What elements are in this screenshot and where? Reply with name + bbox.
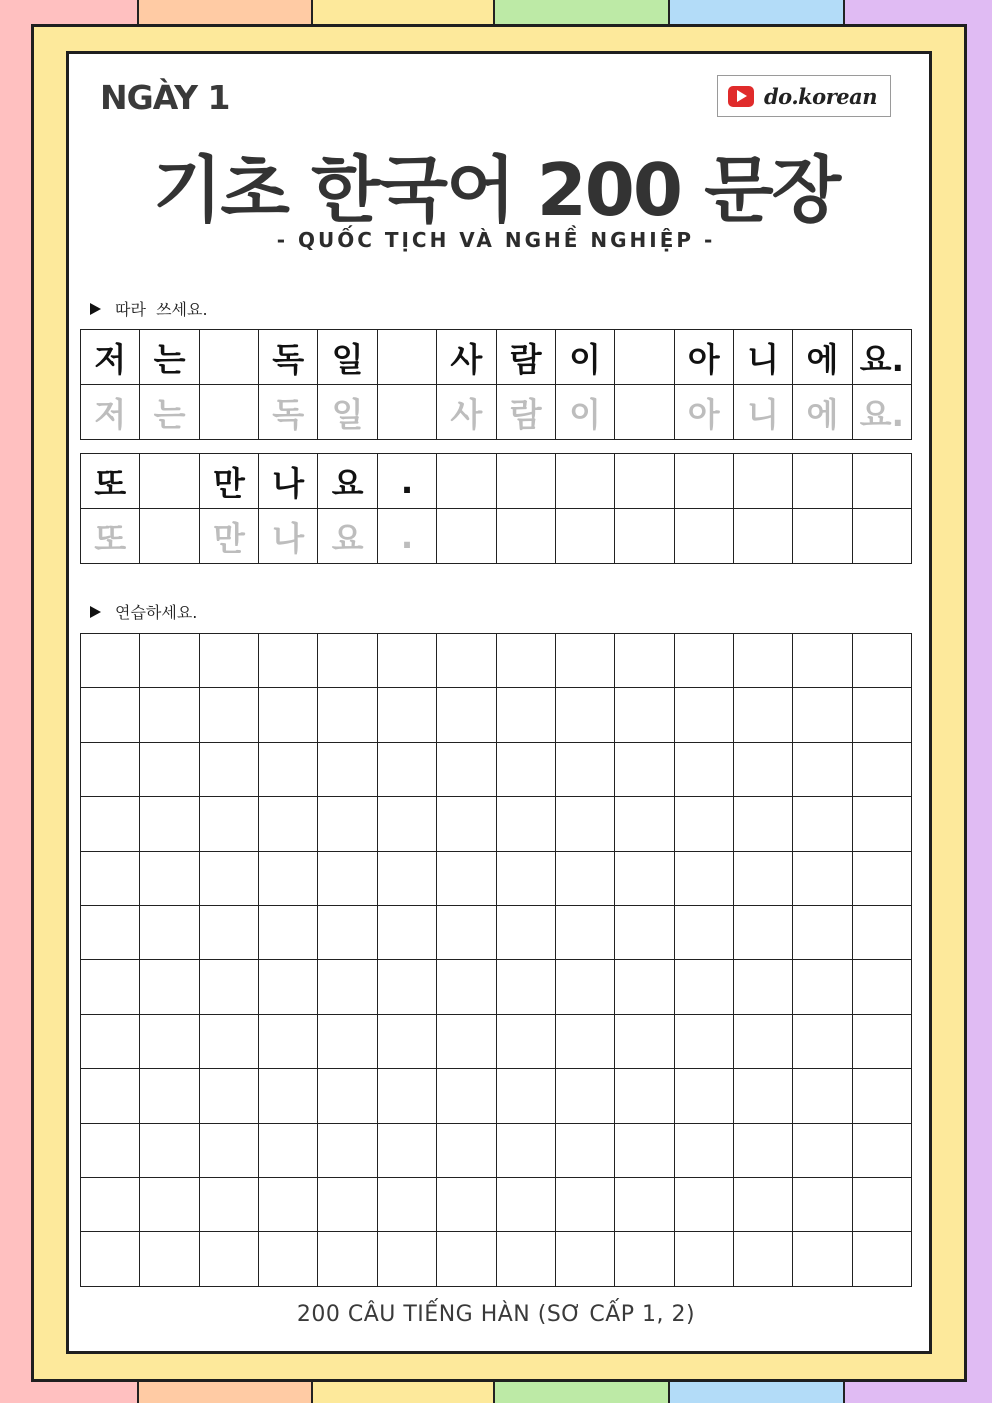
practice-cell[interactable] xyxy=(437,797,496,851)
trace-cell[interactable] xyxy=(853,509,912,564)
practice-cell[interactable] xyxy=(140,743,199,797)
trace-cell[interactable]: 저 xyxy=(81,385,140,440)
page-subtitle: - QUỐC TỊCH VÀ NGHỀ NGHIỆP - xyxy=(276,228,716,252)
trace-cell[interactable]: 나 xyxy=(259,509,318,564)
practice-cell[interactable] xyxy=(853,1178,912,1232)
practice-cell[interactable] xyxy=(259,960,318,1014)
practice-cell[interactable] xyxy=(437,1015,496,1069)
practice-cell[interactable] xyxy=(437,1232,496,1286)
practice-cell[interactable] xyxy=(615,852,674,906)
practice-cell[interactable] xyxy=(615,906,674,960)
example-cell[interactable] xyxy=(556,454,615,509)
practice-cell[interactable] xyxy=(556,1015,615,1069)
trace-cell[interactable]: 에 xyxy=(793,385,852,440)
example-cell[interactable]: 니 xyxy=(734,330,793,385)
trace-cell[interactable]: 독 xyxy=(259,385,318,440)
practice-cell[interactable] xyxy=(437,688,496,742)
trace-cell[interactable]: 사 xyxy=(437,385,496,440)
practice-cell[interactable] xyxy=(734,634,793,688)
practice-cell[interactable] xyxy=(259,1124,318,1178)
practice-grid xyxy=(80,633,912,1287)
practice-cell[interactable] xyxy=(793,960,852,1014)
play-triangle-icon xyxy=(90,606,101,618)
practice-cell[interactable] xyxy=(556,1069,615,1123)
trace-section-label xyxy=(90,297,208,320)
practice-cell[interactable] xyxy=(437,960,496,1014)
practice-cell[interactable] xyxy=(437,852,496,906)
practice-cell[interactable] xyxy=(675,797,734,851)
practice-cell[interactable] xyxy=(556,852,615,906)
practice-cell[interactable] xyxy=(81,960,140,1014)
practice-cell[interactable] xyxy=(81,634,140,688)
practice-cell[interactable] xyxy=(378,1178,437,1232)
practice-cell[interactable] xyxy=(378,634,437,688)
practice-cell[interactable] xyxy=(378,960,437,1014)
practice-cell[interactable] xyxy=(81,1232,140,1286)
practice-cell[interactable] xyxy=(200,852,259,906)
practice-cell[interactable] xyxy=(259,797,318,851)
practice-cell[interactable] xyxy=(318,743,377,797)
practice-cell[interactable] xyxy=(734,688,793,742)
practice-cell[interactable] xyxy=(81,906,140,960)
practice-cell[interactable] xyxy=(497,852,556,906)
practice-cell[interactable] xyxy=(140,1015,199,1069)
practice-cell[interactable] xyxy=(675,852,734,906)
example-cell[interactable] xyxy=(615,454,674,509)
practice-cell[interactable] xyxy=(200,797,259,851)
practice-cell[interactable] xyxy=(200,743,259,797)
practice-cell[interactable] xyxy=(318,1015,377,1069)
trace-cell[interactable]: 요. xyxy=(853,385,912,440)
practice-cell[interactable] xyxy=(675,906,734,960)
practice-cell[interactable] xyxy=(200,1178,259,1232)
example-cell[interactable]: 에 xyxy=(793,330,852,385)
practice-cell[interactable] xyxy=(675,1015,734,1069)
practice-cell[interactable] xyxy=(734,1178,793,1232)
practice-cell[interactable] xyxy=(497,1124,556,1178)
practice-cell[interactable] xyxy=(200,688,259,742)
practice-cell[interactable] xyxy=(259,634,318,688)
practice-cell[interactable] xyxy=(200,1232,259,1286)
practice-cell[interactable] xyxy=(734,1232,793,1286)
trace-cell[interactable]: 아 xyxy=(675,385,734,440)
practice-cell[interactable] xyxy=(200,960,259,1014)
practice-cell[interactable] xyxy=(378,688,437,742)
practice-cell[interactable] xyxy=(437,1069,496,1123)
practice-cell[interactable] xyxy=(259,1015,318,1069)
practice-cell[interactable] xyxy=(200,1124,259,1178)
practice-cell[interactable] xyxy=(675,1124,734,1178)
example-cell[interactable]: 사 xyxy=(437,330,496,385)
example-cell[interactable] xyxy=(734,454,793,509)
example-cell[interactable] xyxy=(675,454,734,509)
practice-section-label xyxy=(90,600,197,623)
practice-cell[interactable] xyxy=(497,688,556,742)
practice-cell[interactable] xyxy=(793,1124,852,1178)
practice-cell[interactable] xyxy=(200,1069,259,1123)
practice-cell[interactable] xyxy=(140,1178,199,1232)
brand-badge[interactable] xyxy=(717,75,891,117)
practice-cell[interactable] xyxy=(615,743,674,797)
practice-instruction: 연습하세요. xyxy=(115,603,198,622)
practice-cell[interactable] xyxy=(793,797,852,851)
practice-cell[interactable] xyxy=(318,852,377,906)
practice-cell[interactable] xyxy=(556,906,615,960)
trace-cell[interactable] xyxy=(140,509,199,564)
practice-cell[interactable] xyxy=(200,1015,259,1069)
practice-cell[interactable] xyxy=(378,1069,437,1123)
practice-cell[interactable] xyxy=(259,743,318,797)
trace-cell[interactable]: 이 xyxy=(556,385,615,440)
practice-cell[interactable] xyxy=(853,1015,912,1069)
example-cell[interactable] xyxy=(615,330,674,385)
practice-cell[interactable] xyxy=(437,743,496,797)
practice-cell[interactable] xyxy=(853,1232,912,1286)
practice-cell[interactable] xyxy=(497,634,556,688)
practice-cell[interactable] xyxy=(615,1124,674,1178)
practice-cell[interactable] xyxy=(497,1178,556,1232)
example-cell[interactable] xyxy=(793,454,852,509)
example-cell[interactable] xyxy=(437,454,496,509)
example-cell[interactable]: 는 xyxy=(140,330,199,385)
practice-cell[interactable] xyxy=(140,1232,199,1286)
practice-cell[interactable] xyxy=(734,1069,793,1123)
practice-cell[interactable] xyxy=(675,688,734,742)
practice-cell[interactable] xyxy=(734,797,793,851)
practice-cell[interactable] xyxy=(81,1069,140,1123)
practice-cell[interactable] xyxy=(259,906,318,960)
brand-name: do.korean xyxy=(764,83,877,109)
trace-grid-sentence-1 xyxy=(80,329,912,440)
practice-cell[interactable] xyxy=(675,743,734,797)
practice-cell[interactable] xyxy=(140,906,199,960)
trace-cell[interactable]: 일 xyxy=(318,385,377,440)
trace-cell[interactable]: 니 xyxy=(734,385,793,440)
practice-cell[interactable] xyxy=(437,634,496,688)
practice-cell[interactable] xyxy=(615,1069,674,1123)
practice-cell[interactable] xyxy=(140,634,199,688)
practice-cell[interactable] xyxy=(140,1124,199,1178)
practice-cell[interactable] xyxy=(675,960,734,1014)
practice-cell[interactable] xyxy=(81,797,140,851)
play-triangle-icon xyxy=(90,303,101,315)
practice-cell[interactable] xyxy=(615,634,674,688)
practice-cell[interactable] xyxy=(675,1069,734,1123)
trace-cell[interactable]: 만 xyxy=(200,509,259,564)
practice-cell[interactable] xyxy=(497,960,556,1014)
practice-cell[interactable] xyxy=(556,797,615,851)
practice-cell[interactable] xyxy=(853,960,912,1014)
practice-cell[interactable] xyxy=(556,1232,615,1286)
trace-cell[interactable] xyxy=(675,509,734,564)
example-cell[interactable] xyxy=(853,454,912,509)
practice-cell[interactable] xyxy=(556,960,615,1014)
practice-cell[interactable] xyxy=(615,797,674,851)
practice-cell[interactable] xyxy=(497,1069,556,1123)
practice-cell[interactable] xyxy=(200,906,259,960)
practice-cell[interactable] xyxy=(497,1015,556,1069)
example-cell[interactable] xyxy=(200,330,259,385)
practice-cell[interactable] xyxy=(318,1232,377,1286)
practice-cell[interactable] xyxy=(378,743,437,797)
practice-cell[interactable] xyxy=(853,797,912,851)
practice-cell[interactable] xyxy=(793,634,852,688)
practice-cell[interactable] xyxy=(81,852,140,906)
trace-cell[interactable] xyxy=(378,385,437,440)
trace-cell[interactable] xyxy=(615,509,674,564)
practice-cell[interactable] xyxy=(793,852,852,906)
practice-cell[interactable] xyxy=(140,797,199,851)
practice-cell[interactable] xyxy=(556,743,615,797)
practice-cell[interactable] xyxy=(140,688,199,742)
practice-cell[interactable] xyxy=(734,743,793,797)
trace-cell[interactable] xyxy=(200,385,259,440)
practice-cell[interactable] xyxy=(853,688,912,742)
practice-cell[interactable] xyxy=(497,797,556,851)
trace-grid-sentence-2 xyxy=(80,453,912,564)
example-cell[interactable]: 아 xyxy=(675,330,734,385)
practice-cell[interactable] xyxy=(675,1232,734,1286)
practice-cell[interactable] xyxy=(259,688,318,742)
practice-cell[interactable] xyxy=(318,1124,377,1178)
practice-cell[interactable] xyxy=(556,634,615,688)
example-cell[interactable]: 람 xyxy=(497,330,556,385)
practice-cell[interactable] xyxy=(259,852,318,906)
example-cell[interactable] xyxy=(378,330,437,385)
practice-cell[interactable] xyxy=(734,906,793,960)
trace-cell[interactable] xyxy=(437,509,496,564)
example-cell[interactable]: 또 xyxy=(81,454,140,509)
practice-cell[interactable] xyxy=(853,743,912,797)
practice-cell[interactable] xyxy=(793,1232,852,1286)
practice-cell[interactable] xyxy=(734,1015,793,1069)
practice-cell[interactable] xyxy=(437,1178,496,1232)
practice-cell[interactable] xyxy=(140,852,199,906)
practice-cell[interactable] xyxy=(793,688,852,742)
practice-cell[interactable] xyxy=(81,1124,140,1178)
practice-cell[interactable] xyxy=(734,852,793,906)
trace-cell[interactable]: 람 xyxy=(497,385,556,440)
example-cell[interactable]: 만 xyxy=(200,454,259,509)
practice-cell[interactable] xyxy=(497,743,556,797)
practice-cell[interactable] xyxy=(81,1015,140,1069)
practice-cell[interactable] xyxy=(853,634,912,688)
practice-cell[interactable] xyxy=(793,1015,852,1069)
practice-cell[interactable] xyxy=(853,1124,912,1178)
example-cell[interactable]: 일 xyxy=(318,330,377,385)
practice-cell[interactable] xyxy=(497,906,556,960)
trace-cell[interactable] xyxy=(615,385,674,440)
practice-cell[interactable] xyxy=(259,1178,318,1232)
practice-cell[interactable] xyxy=(497,1232,556,1286)
practice-cell[interactable] xyxy=(437,906,496,960)
example-cell[interactable]: 저 xyxy=(81,330,140,385)
practice-cell[interactable] xyxy=(437,1124,496,1178)
practice-cell[interactable] xyxy=(259,1069,318,1123)
practice-cell[interactable] xyxy=(793,906,852,960)
practice-cell[interactable] xyxy=(318,1069,377,1123)
practice-cell[interactable] xyxy=(615,960,674,1014)
example-cell[interactable]: 독 xyxy=(259,330,318,385)
practice-cell[interactable] xyxy=(615,1232,674,1286)
practice-cell[interactable] xyxy=(378,906,437,960)
practice-cell[interactable] xyxy=(378,1015,437,1069)
practice-cell[interactable] xyxy=(81,743,140,797)
practice-cell[interactable] xyxy=(378,852,437,906)
practice-cell[interactable] xyxy=(378,1232,437,1286)
practice-cell[interactable] xyxy=(318,960,377,1014)
practice-cell[interactable] xyxy=(318,797,377,851)
practice-cell[interactable] xyxy=(378,797,437,851)
practice-cell[interactable] xyxy=(853,1069,912,1123)
example-cell[interactable]: 요 xyxy=(318,454,377,509)
practice-cell[interactable] xyxy=(318,1178,377,1232)
practice-cell[interactable] xyxy=(318,906,377,960)
day-label: NGÀY 1 xyxy=(100,78,230,117)
practice-cell[interactable] xyxy=(793,1069,852,1123)
example-cell[interactable]: 요. xyxy=(853,330,912,385)
example-cell[interactable] xyxy=(497,454,556,509)
practice-cell[interactable] xyxy=(615,688,674,742)
trace-cell[interactable]: . xyxy=(378,509,437,564)
practice-cell[interactable] xyxy=(140,960,199,1014)
example-cell[interactable] xyxy=(140,454,199,509)
trace-cell[interactable] xyxy=(734,509,793,564)
practice-cell[interactable] xyxy=(200,634,259,688)
trace-cell[interactable] xyxy=(793,509,852,564)
trace-cell[interactable] xyxy=(497,509,556,564)
trace-cell[interactable] xyxy=(556,509,615,564)
practice-cell[interactable] xyxy=(556,1178,615,1232)
practice-cell[interactable] xyxy=(81,688,140,742)
practice-cell[interactable] xyxy=(615,1015,674,1069)
practice-cell[interactable] xyxy=(853,906,912,960)
practice-cell[interactable] xyxy=(318,634,377,688)
footer-text: 200 CÂU TIẾNG HÀN (SƠ CẤP 1, 2) xyxy=(296,1302,696,1327)
practice-cell[interactable] xyxy=(81,1178,140,1232)
example-cell[interactable]: 이 xyxy=(556,330,615,385)
trace-cell[interactable]: 요 xyxy=(318,509,377,564)
practice-cell[interactable] xyxy=(140,1069,199,1123)
practice-cell[interactable] xyxy=(378,1124,437,1178)
practice-cell[interactable] xyxy=(556,1124,615,1178)
practice-cell[interactable] xyxy=(793,1178,852,1232)
trace-cell[interactable]: 또 xyxy=(81,509,140,564)
trace-instruction: 따라 쓰세요. xyxy=(115,300,208,319)
page-title: 기초 한국어 200 문장 xyxy=(152,148,840,232)
practice-cell[interactable] xyxy=(556,688,615,742)
practice-cell[interactable] xyxy=(615,1178,674,1232)
practice-cell[interactable] xyxy=(675,634,734,688)
example-cell[interactable]: 나 xyxy=(259,454,318,509)
trace-cell[interactable]: 는 xyxy=(140,385,199,440)
practice-cell[interactable] xyxy=(853,852,912,906)
practice-cell[interactable] xyxy=(259,1232,318,1286)
example-cell[interactable]: . xyxy=(378,454,437,509)
practice-cell[interactable] xyxy=(675,1178,734,1232)
practice-cell[interactable] xyxy=(734,960,793,1014)
practice-cell[interactable] xyxy=(318,688,377,742)
practice-cell[interactable] xyxy=(793,743,852,797)
practice-cell[interactable] xyxy=(734,1124,793,1178)
youtube-icon xyxy=(728,86,754,107)
